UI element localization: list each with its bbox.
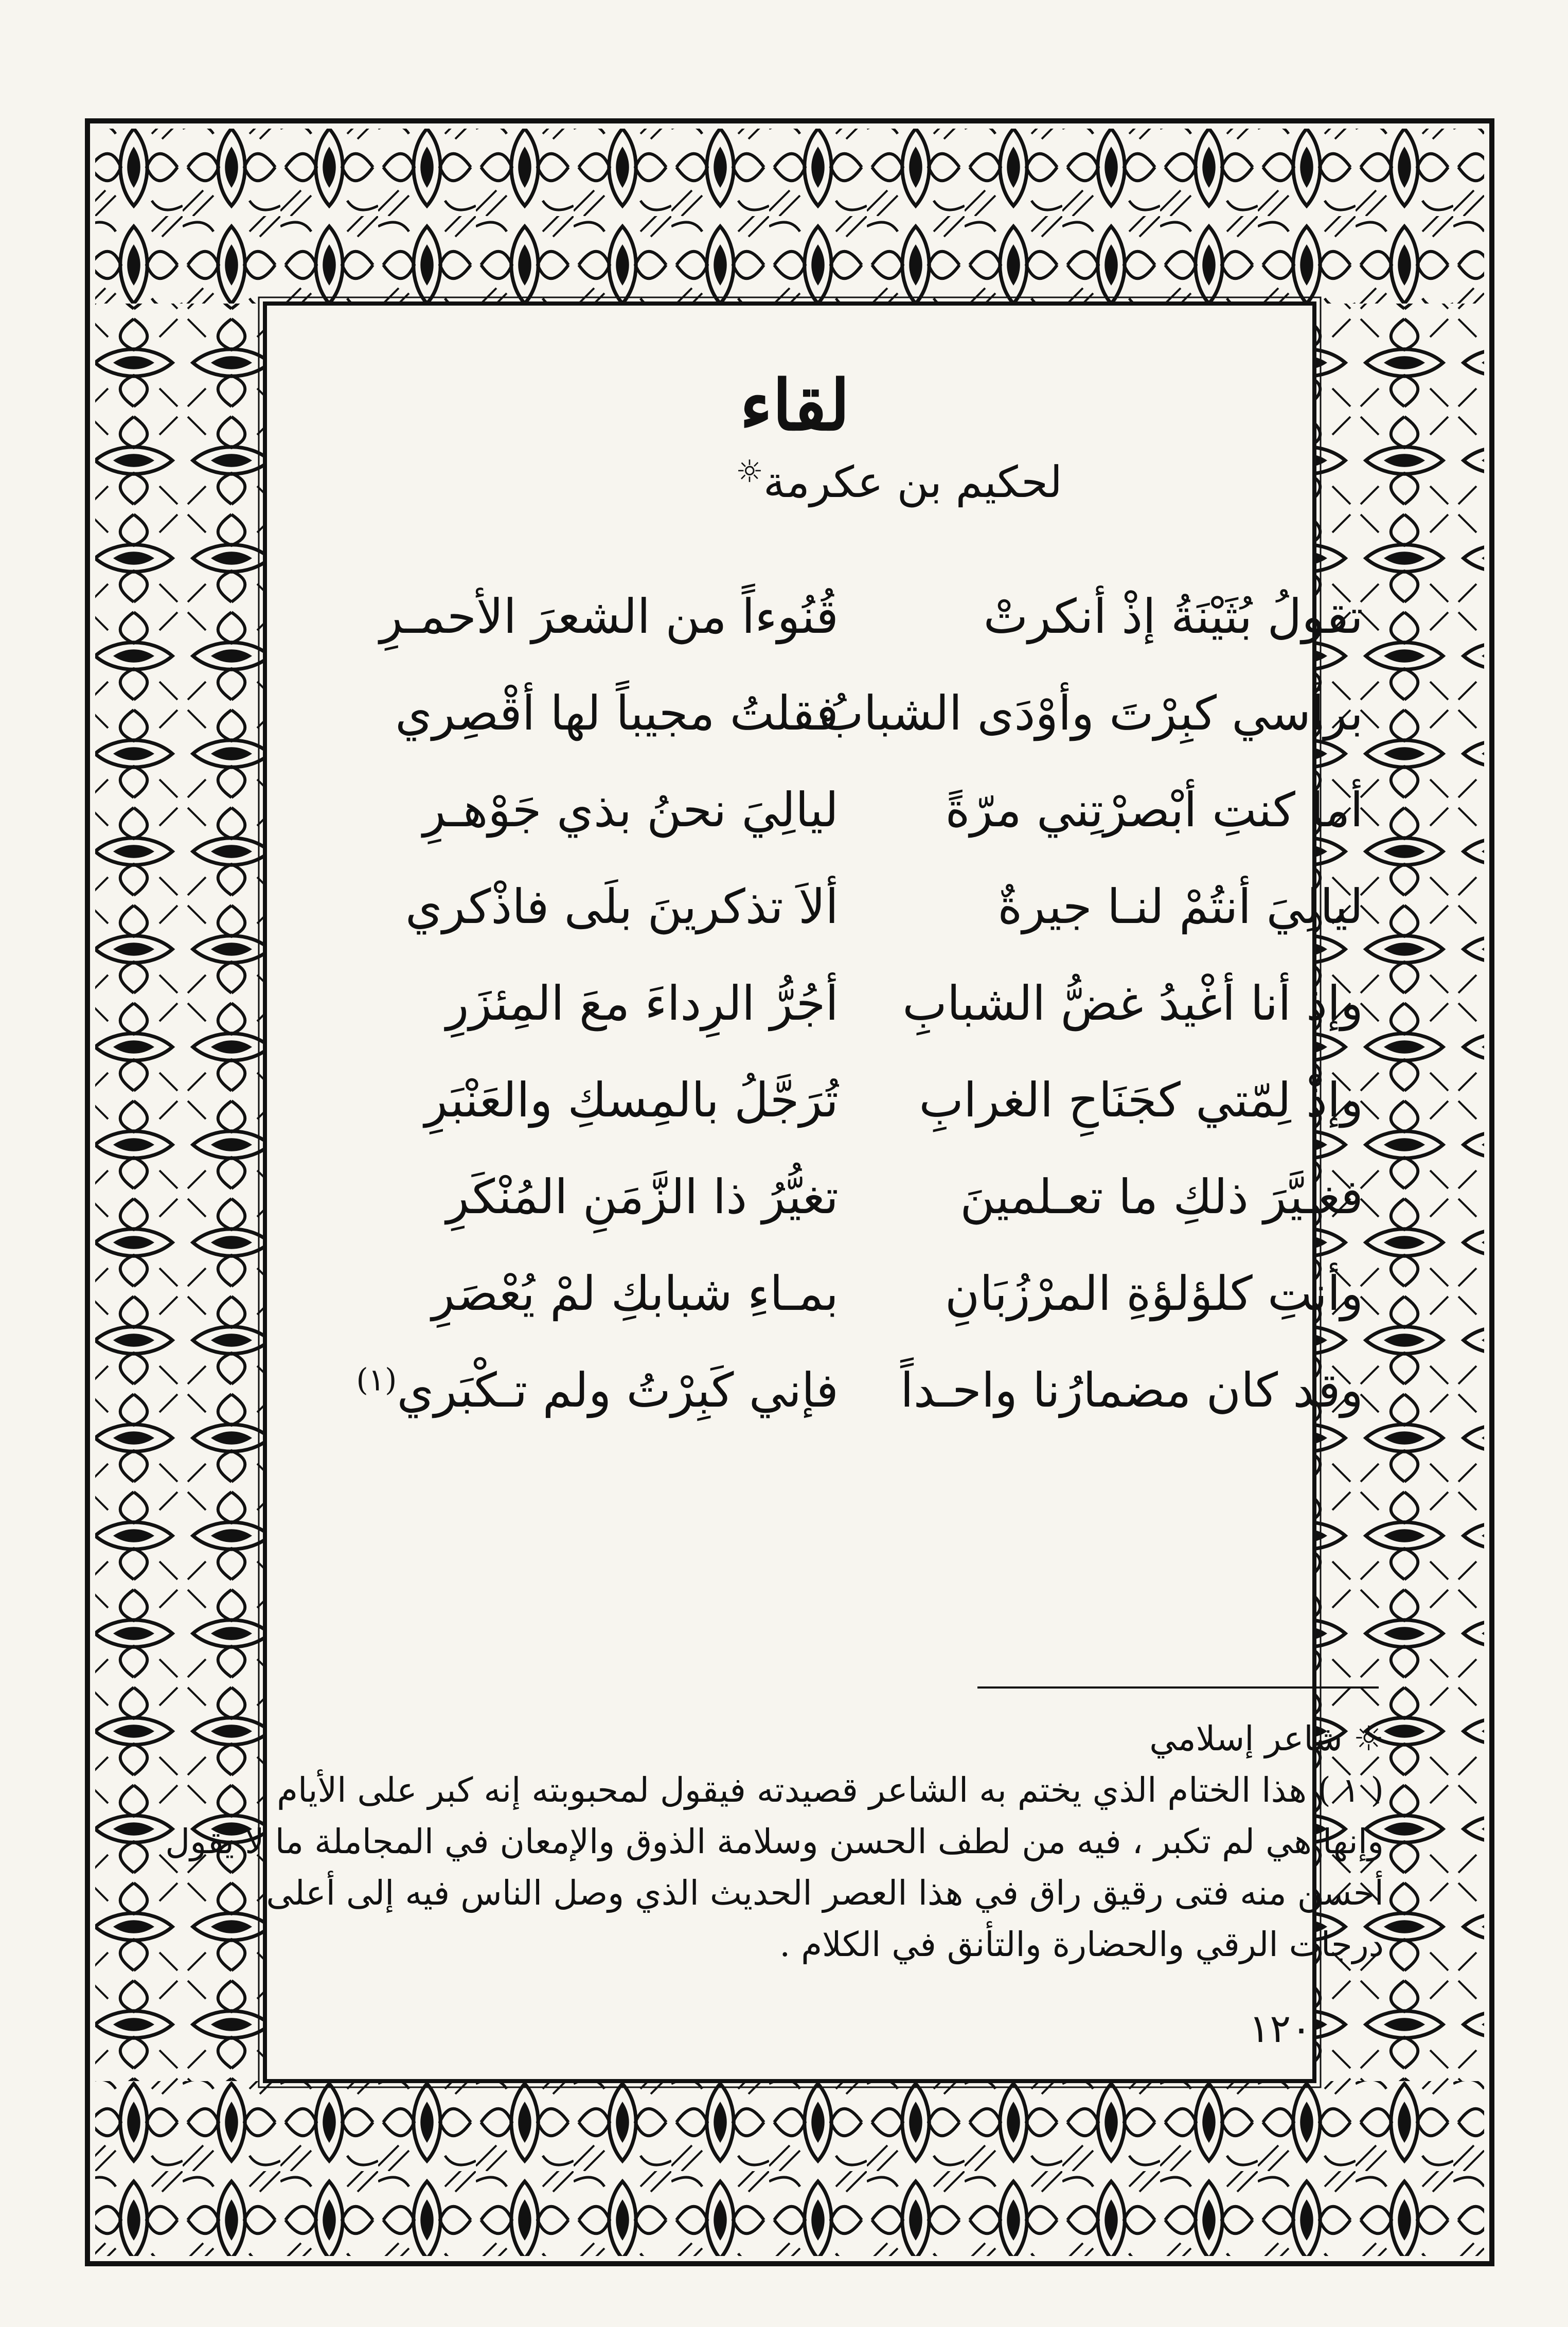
verse-sadr: وإذ أنا أغْيدُ غضُّ الشبابِ xyxy=(902,976,1363,1031)
footnote-divider xyxy=(977,1686,1379,1689)
verse-ajuz: فقلتُ مجيباً لها أقْصِري xyxy=(395,686,839,741)
verse-row xyxy=(190,665,1399,762)
verse-ajuz: ألاَ تذكرينَ بلَى فاذْكري xyxy=(405,879,839,934)
footnote-text: هذا الختام الذي يختم به الشاعر قصيدته فيقول لمحبوبته إنه كبر على الأيام xyxy=(277,1770,1307,1810)
footnote-star-text: شاعر إسلامي xyxy=(1149,1719,1343,1758)
verse-ajuz: أجُرُّ الرِداءَ معَ المِئزَرِ xyxy=(446,976,839,1031)
poem-attribution xyxy=(736,454,1062,507)
verse-row xyxy=(190,955,1399,1052)
poem-title: لقاء xyxy=(739,364,850,446)
footnote-line xyxy=(277,1765,1384,1816)
page-number: ١٢٠ xyxy=(1249,2005,1312,2051)
verse-sadr: فغـيَّرَ ذلكِ ما تعـلمينَ xyxy=(960,1169,1363,1224)
verse-ajuz-text: فإني كَبِرْتُ ولم تـكْبَري xyxy=(397,1363,839,1418)
footnotes xyxy=(165,1713,1384,1970)
verse-ajuz: قُنُوءاً من الشعرَ الأحمـرِ xyxy=(380,589,839,644)
verse-ajuz: تغيُّرُ ذا الزَّمَنِ المُنْكَرِ xyxy=(446,1169,839,1224)
footnote-reference: (١) xyxy=(356,1362,397,1398)
verse-ajuz xyxy=(278,1342,839,1439)
asterism-mark: ☼ xyxy=(736,454,763,490)
footnote-line: درجات الرقي والحضارة والتأنق في الكلام . xyxy=(779,1925,1384,1964)
footnote-line: أحسن منه فتى رقيق راق في هذا العصر الحديث الذي وصل الناس فيه إلى أعلى xyxy=(266,1873,1384,1913)
verse-sadr: وقد كان مضمارُنا واحـداً xyxy=(900,1363,1363,1418)
verse-row xyxy=(190,1052,1399,1149)
footnote-line: وإنها هي لم تكبر ، فيه من لطف الحسن وسلامة الذوق والإمعان في المجاملة ما لا يقول xyxy=(165,1822,1384,1861)
verse-row xyxy=(190,1246,1399,1342)
footnote-star xyxy=(298,1713,1384,1765)
verse-row xyxy=(190,859,1399,955)
verse-sadr: أما كنتِ أبْصرْتِني مرّةً xyxy=(945,783,1363,838)
verse-sadr: وإذْ لِمّتي كجَنَاحِ الغرابِ xyxy=(919,1073,1363,1128)
verse-ajuz: تُرَجَّلُ بالمِسكِ والعَنْبَرِ xyxy=(424,1073,839,1128)
verse-sadr: برأسي كبِرْتَ وأوْدَى الشبابُ xyxy=(819,686,1363,741)
verse-ajuz: بمـاءِ شبابكِ لمْ يُعْصَرِ xyxy=(432,1266,839,1321)
poem-verses xyxy=(190,569,1399,1439)
attribution-text: لحكيم بن عكرمة xyxy=(763,457,1062,507)
verse-sadr: ليالِيَ أنتُمْ لنـا جيرةٌ xyxy=(997,879,1363,934)
footnote-number: ( ١ ) xyxy=(1317,1770,1384,1810)
verse-row xyxy=(190,1342,1399,1439)
verse-sadr: وأنتِ كلؤلؤةِ المرْزُبَانِ xyxy=(945,1266,1363,1321)
verse-row xyxy=(190,762,1399,859)
asterism-mark: ☼ xyxy=(1353,1719,1384,1758)
page-text-area xyxy=(165,288,1399,2130)
verse-row xyxy=(190,569,1399,665)
verse-row xyxy=(190,1149,1399,1246)
verse-sadr: تقولُ بُثَيْنَةُ إذْ أنكرتْ xyxy=(983,589,1363,644)
verse-ajuz: ليالِيَ نحنُ بذي جَوْهـرِ xyxy=(423,783,839,838)
